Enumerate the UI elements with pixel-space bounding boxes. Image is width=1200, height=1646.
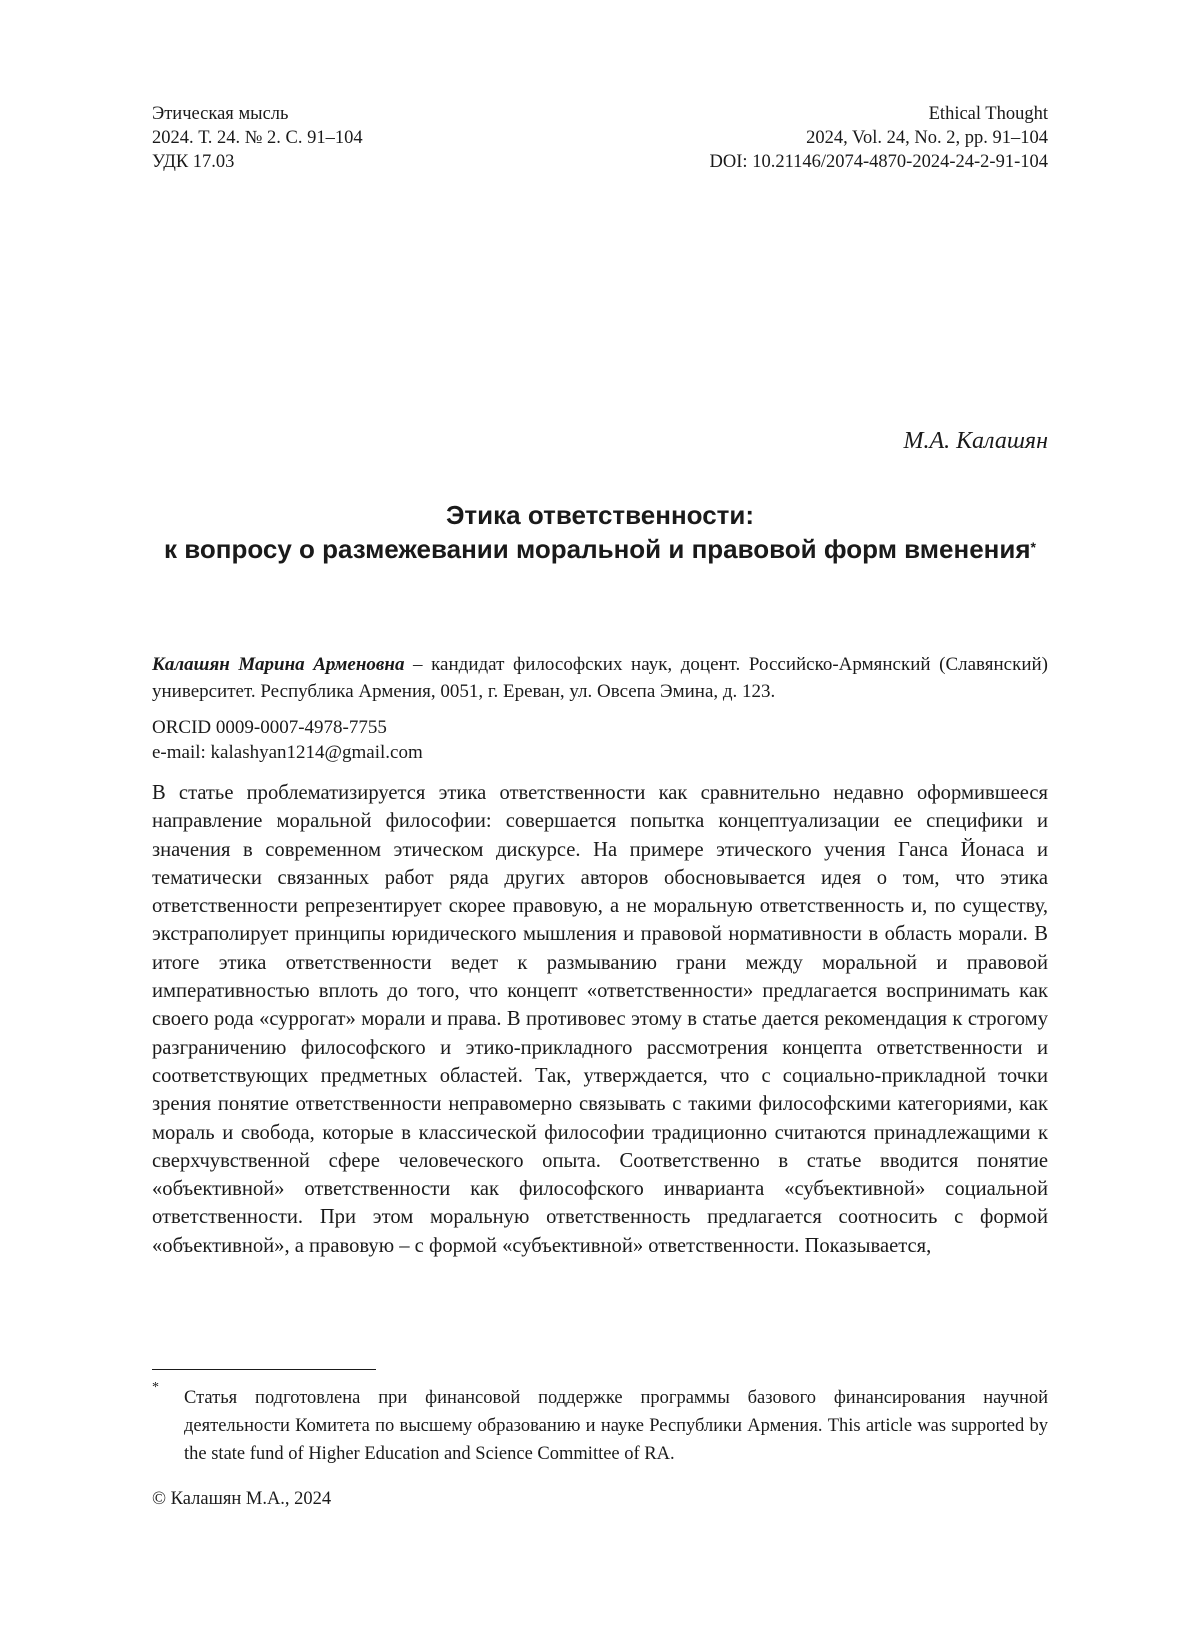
footnote-mark: *	[152, 1380, 159, 1395]
journal-name-en: Ethical Thought	[928, 104, 1048, 124]
journal-issue-en: 2024, Vol. 24, No. 2, pp. 91–104	[806, 128, 1048, 148]
abstract: В статье проблематизируется этика ответственности как сравнительно недавно оформившееся направление моральной философии: совершается попытка концептуализации ее специфики и значения в современном этическом дискурсе. На примере этического учения Ганса Йонаса и тематически связанных работ ряда других авторов обосновывается идея о том, что этика ответственности репрезентирует скорее правовую, а не моральную ответственность и, по существу, экстраполирует принципы юридического мышления и правовой нормативности в область морали. В итоге этика ответственности ведет к размыванию грани между моральной и правовой императивностью вплоть до того, что концепт «ответственности» предлагается воспринимать как своего рода «суррогат» морали и права. В противовес этому в статье дается рекомендация к строгому разграничению философского и этико-прикладного рассмотрения концепта ответственности и соответствующих предметных областей. Так, утверждается, что с социально-прикладной точки зрения понятие ответственности неправомерно связывать с такими философскими категориями, как мораль и свобода, которые в классической философии традиционно считаются принадлежащими к сверхчувственной сфере человеческого опыта. Соответственно в статье вводится понятие «объективной» ответственности как философского инварианта «субъективной» социальной ответственности. При этом моральную ответственность предлагается соотносить с формой «объективной», а правовую – с формой «субъективной» ответственности. Показывается,	[152, 782, 1048, 1257]
udc-code: УДК 17.03	[152, 152, 235, 172]
footnote-text: Статья подготовлена при финансовой поддержке программы базового финансирования научной деятельности Комитета по высшему образованию и науке Республики Армения. This article was supported by the state fund of Higher Education and Science Committee of RA.	[184, 1388, 1048, 1464]
journal-header-ru	[152, 102, 363, 174]
title-line-1: Этика ответственности:	[445, 500, 755, 530]
author-info	[152, 651, 1048, 705]
email: e-mail: kalashyan1214@gmail.com	[152, 742, 423, 763]
footnote-divider	[152, 1369, 376, 1370]
author-full-name: Калашян Марина Арменовна	[152, 654, 405, 675]
title-line-2-text: к вопросу о размежевании моральной и правовой форм вменения	[164, 534, 1031, 564]
orcid: ORCID 0009-0007-4978-7755	[152, 717, 387, 738]
article-title	[100, 498, 1100, 566]
title-line-2	[100, 532, 1100, 566]
journal-header-en	[620, 102, 1048, 174]
journal-issue-ru: 2024. Т. 24. № 2. С. 91–104	[152, 128, 363, 148]
author-contacts	[152, 715, 423, 765]
doi: DOI: 10.21146/2074-4870-2024-24-2-91-104	[709, 152, 1048, 172]
author-signature: М.А. Калашян	[903, 428, 1048, 454]
copyright: © Калашян М.А., 2024	[152, 1489, 332, 1509]
title-footnote-mark: *	[1030, 539, 1036, 555]
author-affiliation: – кандидат философских наук, доцент. Российско-Армянский (Славянский) университет. Республика Армения, 0051, г. Ереван, ул. Овсепа Эмина, д. 123.	[152, 654, 1048, 702]
journal-name-ru: Этическая мысль	[152, 104, 289, 124]
